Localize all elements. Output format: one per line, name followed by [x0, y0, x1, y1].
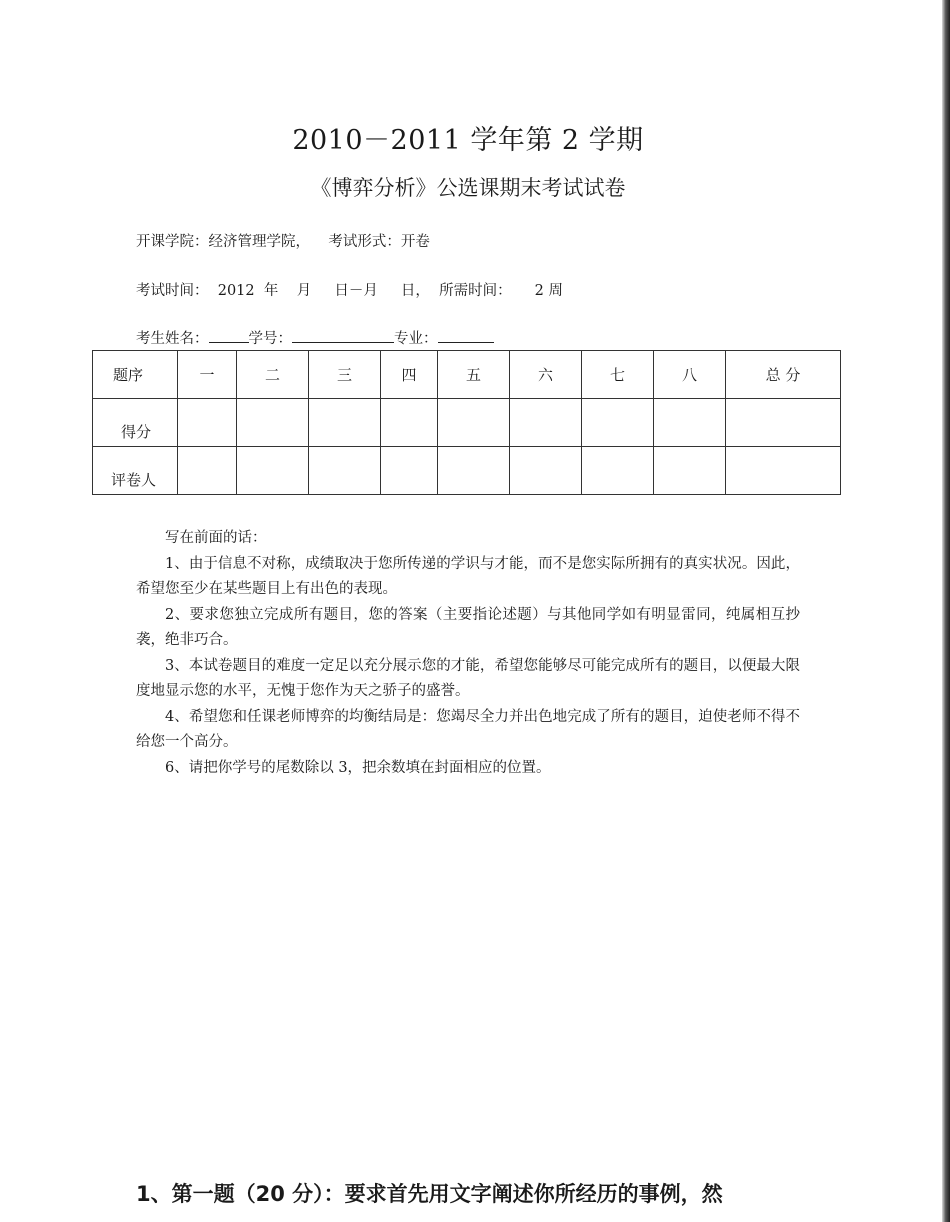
grade-cell[interactable] — [178, 399, 237, 447]
reviewer-cell[interactable] — [654, 447, 726, 495]
grade-cell[interactable] — [309, 399, 381, 447]
grade-cell[interactable] — [438, 399, 510, 447]
reviewer-cell[interactable] — [582, 447, 654, 495]
header-cell-1: 一 — [178, 351, 237, 399]
student-name-label: 考生姓名： — [136, 331, 209, 347]
student-id-label: 学号： — [248, 331, 292, 347]
score-table-header-row — [93, 351, 841, 399]
score-table-grade-row — [93, 399, 841, 447]
header-cell-3: 三 — [309, 351, 381, 399]
instruction-item: 3、本试卷题目的难度一定足以充分展示您的才能，希望您能够尽可能完成所有的题目，以便最大限度地显示您的水平，无愧于您作为天之骄子的盛誉。 — [136, 657, 800, 699]
instruction-item: 2、要求您独立完成所有题目，您的答案（主要指论述题）与其他同学如有明显雷同，纯属相互抄袭，绝非巧合。 — [136, 606, 800, 648]
header-cell-6: 六 — [510, 351, 582, 399]
header-cell-7: 七 — [582, 351, 654, 399]
header-cell-5: 五 — [438, 351, 510, 399]
student-name-blank[interactable] — [209, 328, 249, 343]
major-blank[interactable] — [438, 328, 494, 343]
grade-cell[interactable] — [510, 399, 582, 447]
college-and-format: 开课学院：经济管理学院， 考试形式：开卷 — [136, 234, 430, 250]
exam-paper-title: 《博弈分析》公选课期末考试试卷 — [310, 176, 626, 200]
row-label-reviewer: 评卷人 — [93, 447, 178, 495]
exam-time-and-duration: 考试时间： 2012 年 月 日－月 日， 所需时间： 2 周 — [136, 283, 563, 299]
reviewer-cell[interactable] — [309, 447, 381, 495]
reviewer-total-cell[interactable] — [726, 447, 841, 495]
score-table-reviewer-row — [93, 447, 841, 495]
header-cell-8: 八 — [654, 351, 726, 399]
header-cell-2: 二 — [237, 351, 309, 399]
instructions-section — [136, 526, 800, 781]
student-info-line — [136, 327, 494, 348]
reviewer-cell[interactable] — [178, 447, 237, 495]
reviewer-cell[interactable] — [381, 447, 438, 495]
instruction-item: 4、希望您和任课老师博弈的均衡结局是：您竭尽全力并出色地完成了所有的题目，迫使老师不得不给您一个高分。 — [136, 708, 800, 750]
header-cell-order: 题序 — [93, 351, 178, 399]
major-label: 专业： — [394, 331, 438, 347]
instruction-item: 1、由于信息不对称，成绩取决于您所传递的学识与才能，而不是您实际所拥有的真实状况。因此，希望您至少在某些题目上有出色的表现。 — [136, 555, 800, 597]
row-label-grade: 得分 — [93, 399, 178, 447]
header-cell-4: 四 — [381, 351, 438, 399]
reviewer-cell[interactable] — [237, 447, 309, 495]
page-edge-shadow — [942, 0, 950, 1222]
question-1-heading: 1、第一题（20 分）：要求首先用文字阐述你所经历的事例，然 — [136, 1182, 723, 1206]
reviewer-cell[interactable] — [438, 447, 510, 495]
reviewer-cell[interactable] — [510, 447, 582, 495]
grade-cell[interactable] — [654, 399, 726, 447]
grade-cell[interactable] — [237, 399, 309, 447]
instructions-title: 写在前面的话： — [165, 530, 267, 546]
instruction-item: 6、请把你学号的尾数除以 3，把余数填在封面相应的位置。 — [165, 759, 551, 776]
grade-cell[interactable] — [582, 399, 654, 447]
grade-total-cell[interactable] — [726, 399, 841, 447]
score-table — [92, 350, 841, 495]
grade-cell[interactable] — [381, 399, 438, 447]
header-cell-total: 总 分 — [726, 351, 841, 399]
exam-term-title: 2010－2011 学年第 2 学期 — [292, 125, 644, 156]
student-id-blank[interactable] — [292, 328, 394, 343]
